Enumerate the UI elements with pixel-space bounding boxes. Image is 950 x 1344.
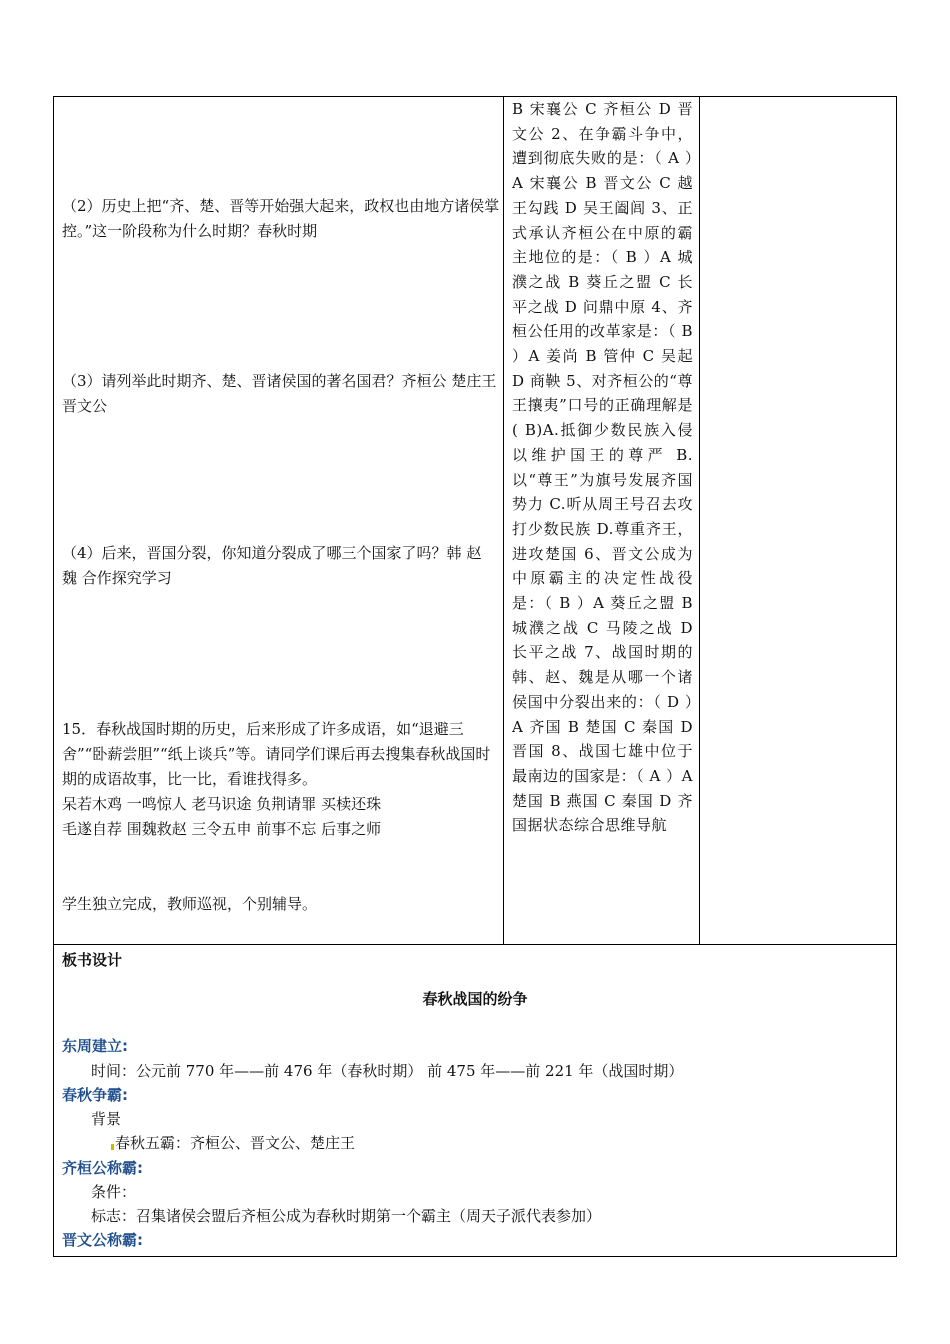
- board-design-cell: [54, 945, 897, 1257]
- questions-cell: [54, 97, 504, 945]
- teacher-note: 学生独立完成，教师巡视，个别辅导。: [62, 895, 318, 913]
- question-3: （3）请列举此时期齐、楚、晋诸侯国的著名国君？齐桓公 楚庄王 晋文公: [62, 372, 497, 415]
- section-jinwengong: 晋文公称霸:: [62, 1231, 143, 1249]
- question-15: 15．春秋战国时期的历史，后来形成了许多成语，如“退避三舍”“卧薪尝胆”“纸上谈兵”等。请同学们课后再去搜集春秋战国时期的成语故事，比一比，看谁找得多。: [62, 720, 491, 788]
- dongzhou-time: 时间：公元前 770 年——前 476 年（春秋时期） 前 475 年——前 221 年（战国时期）: [91, 1062, 684, 1080]
- question-2: （2）历史上把“齐、楚、晋等开始强大起来，政权也由地方诸侯掌控。”这一阶段称为什么时期？春秋时期: [62, 197, 500, 240]
- idioms-line-2: 毛遂自荐 围魏救赵 三令五申 前事不忘 后事之师: [62, 820, 382, 838]
- exercise-cell: [504, 97, 700, 945]
- empty-cell: [700, 97, 897, 945]
- exercise-text: B 宋襄公 C 齐桓公 D 晋文公 2、在争霸斗争中，遭到彻底失败的是：（ A ）A 宋襄公 B 晋文公 C 越王勾践 D 吴王阖闾 3、正式承认齐桓公在中原的霸主地位的是：（ B ）A 城濮之战 B 葵丘之盟 C 长平之战 D 问鼎中原 4、齐桓公任用的改革家是：（ B ）A 姜尚 B 管仲 C 吴起 D 商鞅 5、对齐桓公的“尊王攘夷”口号的正确理解是 ( B)A.抵御少数民族入侵以维护国王的尊严 B.以“尊王”为旗号发展齐国势力 C.听从周王号召去攻打少数民族 D.尊重齐王，进攻楚国 6、晋文公成为中原霸主的决定性战役是：（ B ）A 葵丘之盟 B 城濮之战 C 马陵之战 D 长平之战 7、战国时期的韩、赵、魏是从哪一个诸侯国中分裂出来的：（ D ）A 齐国 B 楚国 C 秦国 D 晋国 8、战国七雄中位于最南边的国家是：（ A ）A 楚国 B 燕国 C 秦国 D 齐国据状态综合思维导航: [512, 100, 693, 835]
- idioms-line-1: 呆若木鸡 一鸣惊人 老马识途 负荆请罪 买椟还珠: [62, 795, 382, 813]
- questions-row: [54, 97, 897, 945]
- board-heading: 板书设计: [62, 951, 123, 969]
- board-row: [54, 945, 897, 1257]
- section-qihuangong: 齐桓公称霸:: [62, 1159, 143, 1177]
- board-title: 春秋战国的纷争: [422, 990, 528, 1008]
- lesson-table: [53, 96, 897, 1257]
- qihuangong-conditions: 条件：: [91, 1183, 137, 1201]
- chunqiu-background: 背景: [91, 1110, 122, 1128]
- qihuangong-sign: 标志：召集诸侯会盟后齐桓公成为春秋时期第一个霸主（周天子派代表参加）: [91, 1207, 602, 1225]
- five-hegemons-text: 春秋五霸：齐桓公、晋文公、楚庄王: [115, 1134, 356, 1152]
- chunqiu-five-hegemons: [111, 1132, 355, 1154]
- highlight-mark: [111, 1144, 114, 1150]
- section-dongzhou: 东周建立:: [62, 1037, 128, 1055]
- question-4: （4）后来，晋国分裂，你知道分裂成了哪三个国家了吗？韩 赵 魏 合作探究学习: [62, 544, 482, 587]
- section-chunqiu: 春秋争霸:: [62, 1086, 128, 1104]
